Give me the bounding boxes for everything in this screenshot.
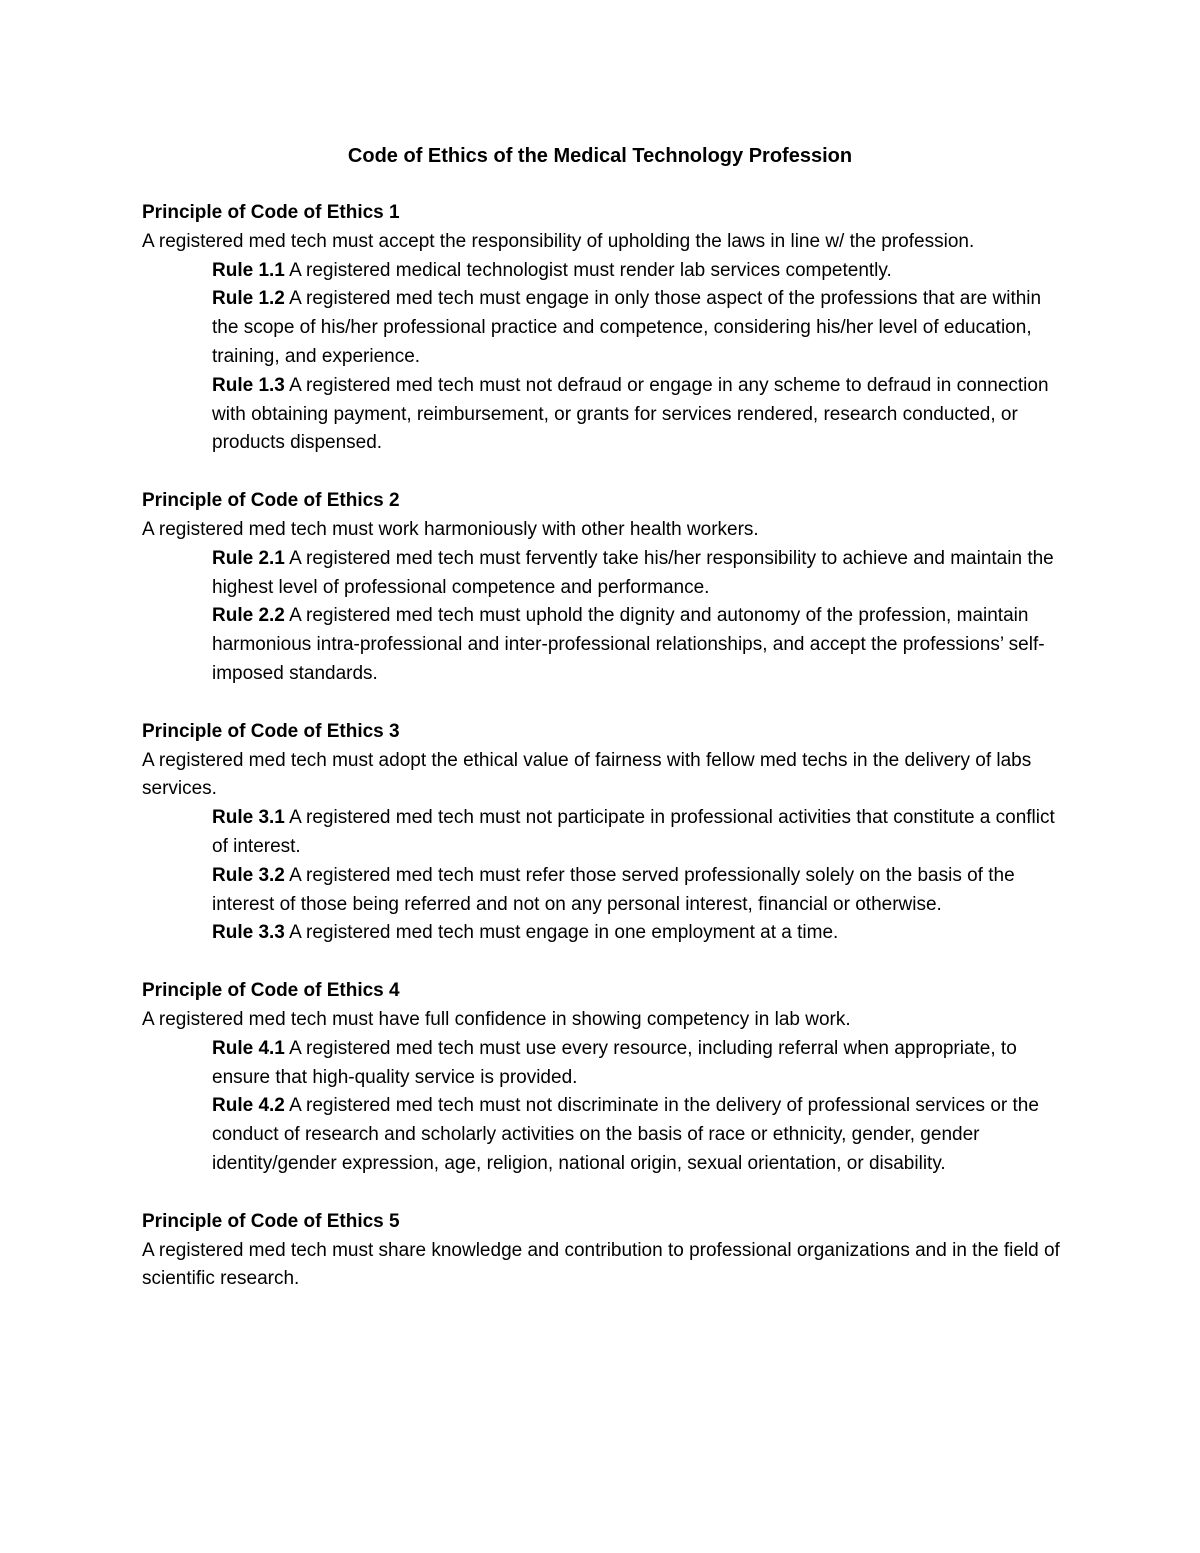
rule-text: A registered med tech must uphold the dignity and autonomy of the profession, maintain harmonious intra-professional and inter-professional relationships, and accept the professions’ self-imposed standards.	[212, 605, 1045, 684]
rule-text: A registered med tech must fervently take his/her responsibility to achieve and maintain the highest level of professional competence and performance.	[212, 547, 1054, 598]
rule-item-3-2	[212, 862, 1072, 920]
rule-label: Rule 3.3	[212, 922, 285, 944]
rule-item-1-3	[212, 372, 1072, 458]
rule-item-3-3	[212, 919, 1072, 948]
principle-text: A registered med tech must work harmoniously with other health workers.	[142, 518, 759, 540]
principles-list	[142, 199, 1072, 1294]
rule-text: A registered med tech must not defraud or engage in any scheme to defraud in connection with obtaining payment, reimbursement, or grants for services rendered, research conducted, or products dispensed.	[212, 374, 1049, 454]
rule-label: Rule 2.1	[212, 547, 285, 569]
rule-label: Rule 1.2	[212, 288, 285, 310]
principle-text: A registered med tech must adopt the ethical value of fairness with fellow med techs in the delivery of labs services.	[142, 749, 1032, 800]
rule-label: Rule 1.1	[212, 259, 285, 281]
principle-text: A registered med tech must share knowledge and contribution to professional organizations and in the field of scientific research.	[142, 1239, 1060, 1290]
rule-text: A registered med tech must use every resource, including referral when appropriate, to ensure that high-quality service is provided.	[212, 1037, 1017, 1088]
rule-item-1-2	[212, 285, 1072, 371]
principle-section-1	[142, 199, 1072, 458]
rule-label: Rule 3.1	[212, 807, 285, 829]
rules-list	[142, 804, 1072, 948]
principle-section-4	[142, 977, 1072, 1179]
rule-label: Rule 1.3	[212, 374, 285, 396]
principle-heading: Principle of Code of Ethics 1	[142, 202, 400, 223]
rule-label: Rule 4.1	[212, 1037, 285, 1059]
rule-label: Rule 2.2	[212, 605, 285, 627]
rules-list	[142, 545, 1072, 689]
rules-list	[142, 1035, 1072, 1179]
rule-item-2-1	[212, 545, 1072, 603]
principle-heading: Principle of Code of Ethics 3	[142, 720, 400, 742]
principle-text: A registered med tech must accept the responsibility of upholding the laws in line w/ the profession.	[142, 230, 975, 252]
principle-heading: Principle of Code of Ethics 4	[142, 980, 400, 1002]
rules-list	[142, 257, 1072, 459]
principle-text: A registered med tech must have full confidence in showing competency in lab work.	[142, 1008, 851, 1030]
principle-section-2	[142, 487, 1072, 689]
principle-section-3	[142, 718, 1072, 948]
rule-label: Rule 3.2	[212, 864, 285, 886]
rule-item-4-1	[212, 1035, 1072, 1093]
principle-heading: Principle of Code of Ethics 5	[142, 1210, 400, 1232]
rule-item-2-2	[212, 602, 1072, 688]
rule-text: A registered med tech must refer those served professionally solely on the basis of the interest of those being referred and not on any personal interest, financial or otherwise.	[212, 864, 1015, 915]
document-title: Code of Ethics of the Medical Technology Profession	[347, 145, 853, 167]
rule-item-1-1	[212, 257, 1072, 286]
document-body	[142, 199, 1072, 1323]
rule-text: A registered med tech must not participate in professional activities that constitute a conflict of interest.	[212, 807, 1055, 857]
principle-heading: Principle of Code of Ethics 2	[142, 490, 400, 512]
rule-item-4-2	[212, 1092, 1072, 1178]
rule-label: Rule 4.2	[212, 1095, 285, 1117]
rule-text: A registered medical technologist must render lab services competently.	[284, 259, 892, 281]
rule-text: A registered med tech must engage in only those aspect of the professions that are within the scope of his/her professional practice and competence, considering his/her level of education, training, and experience.	[212, 288, 1042, 367]
rule-item-3-1	[212, 804, 1072, 862]
principle-section-5	[142, 1208, 1072, 1294]
rule-text: A registered med tech must engage in one employment at a time.	[284, 922, 839, 944]
rule-text: A registered med tech must not discriminate in the delivery of professional services or the conduct of research and scholarly activities on the basis of race or ethnicity, gender, gender identity/gender expression, age, religion, national origin, sexual orientation, or disability.	[212, 1095, 1039, 1174]
